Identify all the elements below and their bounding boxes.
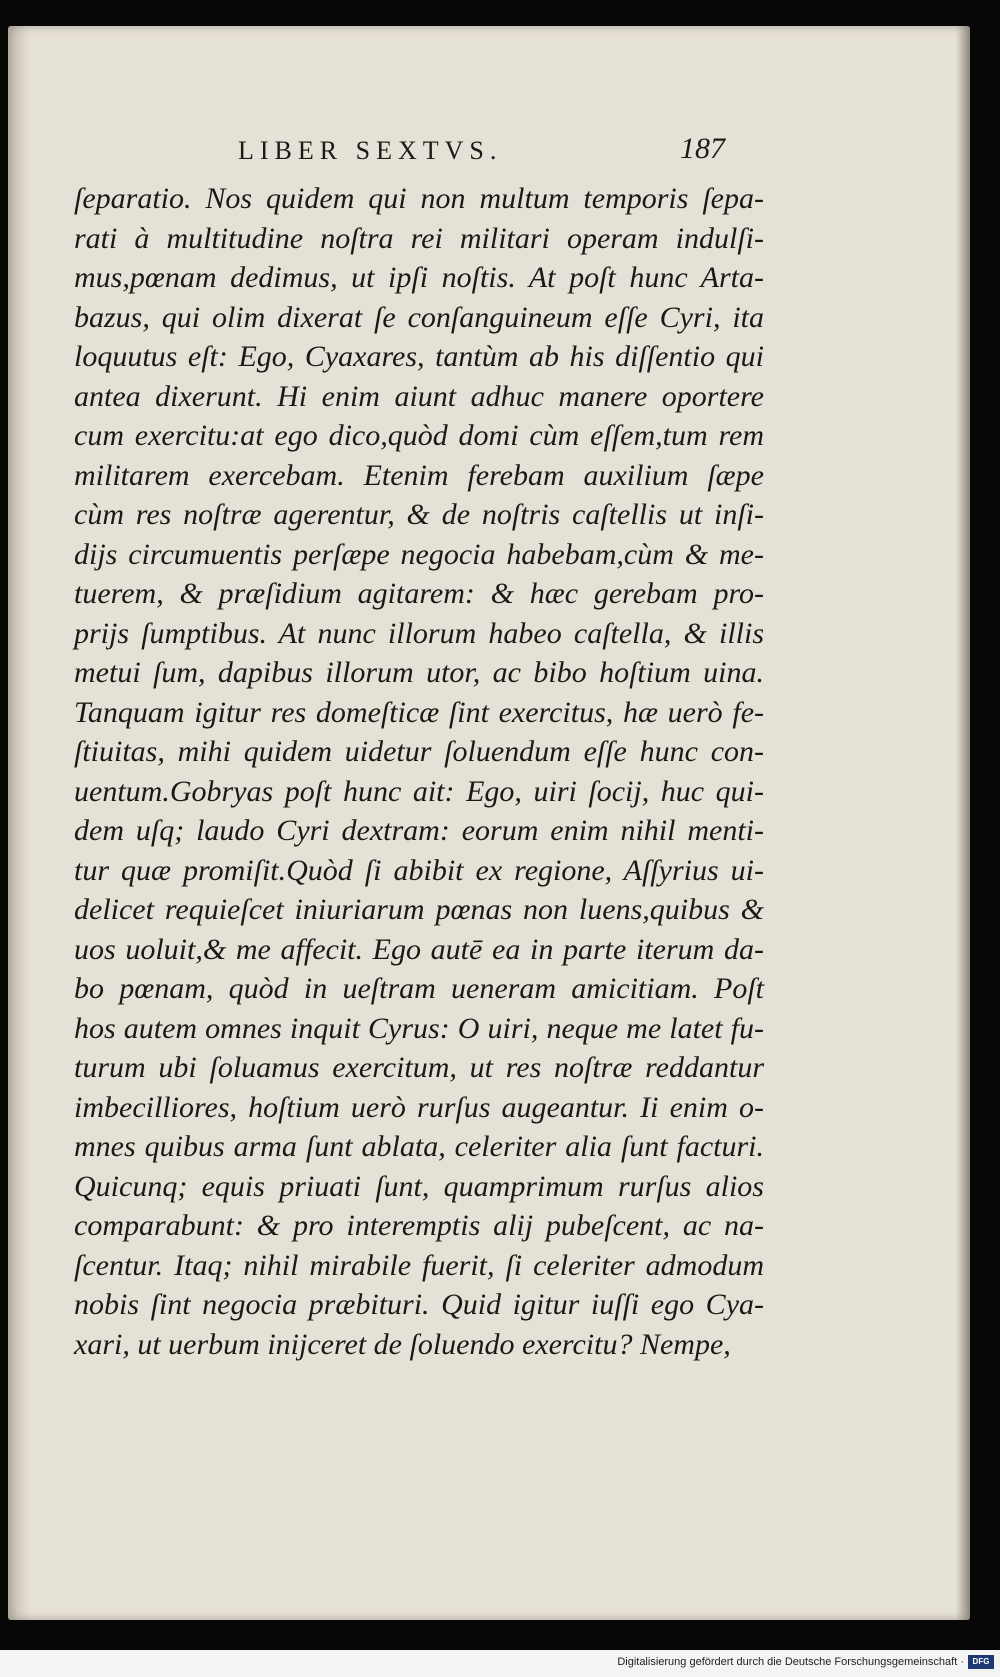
text-line: cum exercitu:at ego dico,quòd domi cùm eſſem,tum rem bbox=[74, 419, 764, 452]
book-page bbox=[8, 26, 970, 1620]
text-line: turum ubi ſoluamus exercitum, ut res noſtræ reddantur bbox=[74, 1051, 764, 1084]
text-line: rati à multitudine noſtra rei militari operam indulſi- bbox=[74, 221, 764, 255]
text-line: tuerem, & præſidium agitarem: & hæc gerebam pro- bbox=[74, 577, 764, 610]
page-number: 187 bbox=[680, 132, 725, 165]
text-line: ſeparatio. Nos quidem qui non multum temporis ſepa- bbox=[74, 182, 764, 215]
text-line: uos uoluit,& me affecit. Ego autē ea in parte iterum da- bbox=[74, 932, 764, 966]
text-line: tur quæ promiſit.Quòd ſi abibit ex regione, Aſſyrius ui- bbox=[74, 853, 764, 887]
text-line: delicet requieſcet iniuriarum pœnas non luens,quibus & bbox=[74, 893, 764, 926]
text-line: mus,pœnam dedimus, ut ipſi noſtis. At poſt hunc Arta- bbox=[74, 261, 764, 294]
text-line: militarem exercebam. Etenim ferebam auxilium ſæpe bbox=[74, 458, 764, 492]
text-line: hos autem omnes inquit Cyrus: O uiri, neque me latet fu- bbox=[74, 1011, 764, 1045]
page-header bbox=[68, 112, 748, 165]
text-line: metui ſum, dapibus illorum utor, ac bibo hoſtium uina. bbox=[74, 656, 764, 689]
running-head: LIBER SEXTVS. bbox=[238, 136, 503, 165]
text-line: Quicunq; equis priuati ſunt, quamprimum rurſus alios bbox=[74, 1169, 764, 1203]
text-line: bo pœnam, quòd in ueſtram ueneram amicitiam. Poſt bbox=[74, 972, 764, 1005]
text-line: xari, ut uerbum inijceret de ſoluendo exercitu? Nempe, bbox=[74, 1327, 731, 1361]
gutter-shadow bbox=[8, 26, 30, 1620]
text-line: prijs ſumptibus. At nunc illorum habeo caſtella, & illis bbox=[74, 616, 764, 650]
text-line: Tanquam igitur res domeſticæ ſint exercitus, hæ uerò fe- bbox=[74, 695, 764, 729]
dfg-logo: DFG bbox=[968, 1655, 994, 1669]
text-line: loquutus eſt: Ego, Cyaxares, tantùm ab his diſſentio qui bbox=[74, 340, 764, 373]
text-line: imbecilliores, hoſtium uerò rurſus augeantur. Ii enim o- bbox=[74, 1090, 764, 1124]
funding-credit: Digitalisierung gefördert durch die Deutsche Forschungsgemeinschaft · bbox=[617, 1656, 964, 1668]
text-line: antea dixerunt. Hi enim aiunt adhuc manere oportere bbox=[74, 379, 764, 413]
text-line: dem uſq; laudo Cyri dextram: eorum enim nihil menti- bbox=[74, 814, 764, 847]
text-line: uentum.Gobryas poſt hunc ait: Ego, uiri ſocij, huc qui- bbox=[74, 774, 764, 808]
text-line: cùm res noſtræ agerentur, & de noſtris caſtellis ut inſi- bbox=[74, 498, 764, 531]
text-line: mnes quibus arma ſunt ablata, celeriter alia ſunt facturi. bbox=[74, 1130, 764, 1163]
text-line: ſcentur. Itaq; nihil mirabile fuerit, ſi celeriter admodum bbox=[74, 1248, 764, 1282]
text-line: dijs circumuentis perſæpe negocia habebam,cùm & me- bbox=[74, 537, 764, 571]
text-line: nobis ſint negocia præbituri. Quid igitur iuſſi ego Cya- bbox=[74, 1288, 764, 1321]
text-line: ſtiuitas, mihi quidem uidetur ſoluendum eſſe hunc con- bbox=[74, 735, 764, 768]
footer-bar bbox=[0, 1650, 1000, 1677]
text-line: comparabunt: & pro interemptis alij pubeſcent, ac na- bbox=[74, 1209, 764, 1242]
text-line: bazus, qui olim dixerat ſe conſanguineum eſſe Cyri, ita bbox=[74, 300, 764, 334]
body-text bbox=[74, 179, 764, 1364]
page-edge-shadow bbox=[956, 26, 970, 1620]
